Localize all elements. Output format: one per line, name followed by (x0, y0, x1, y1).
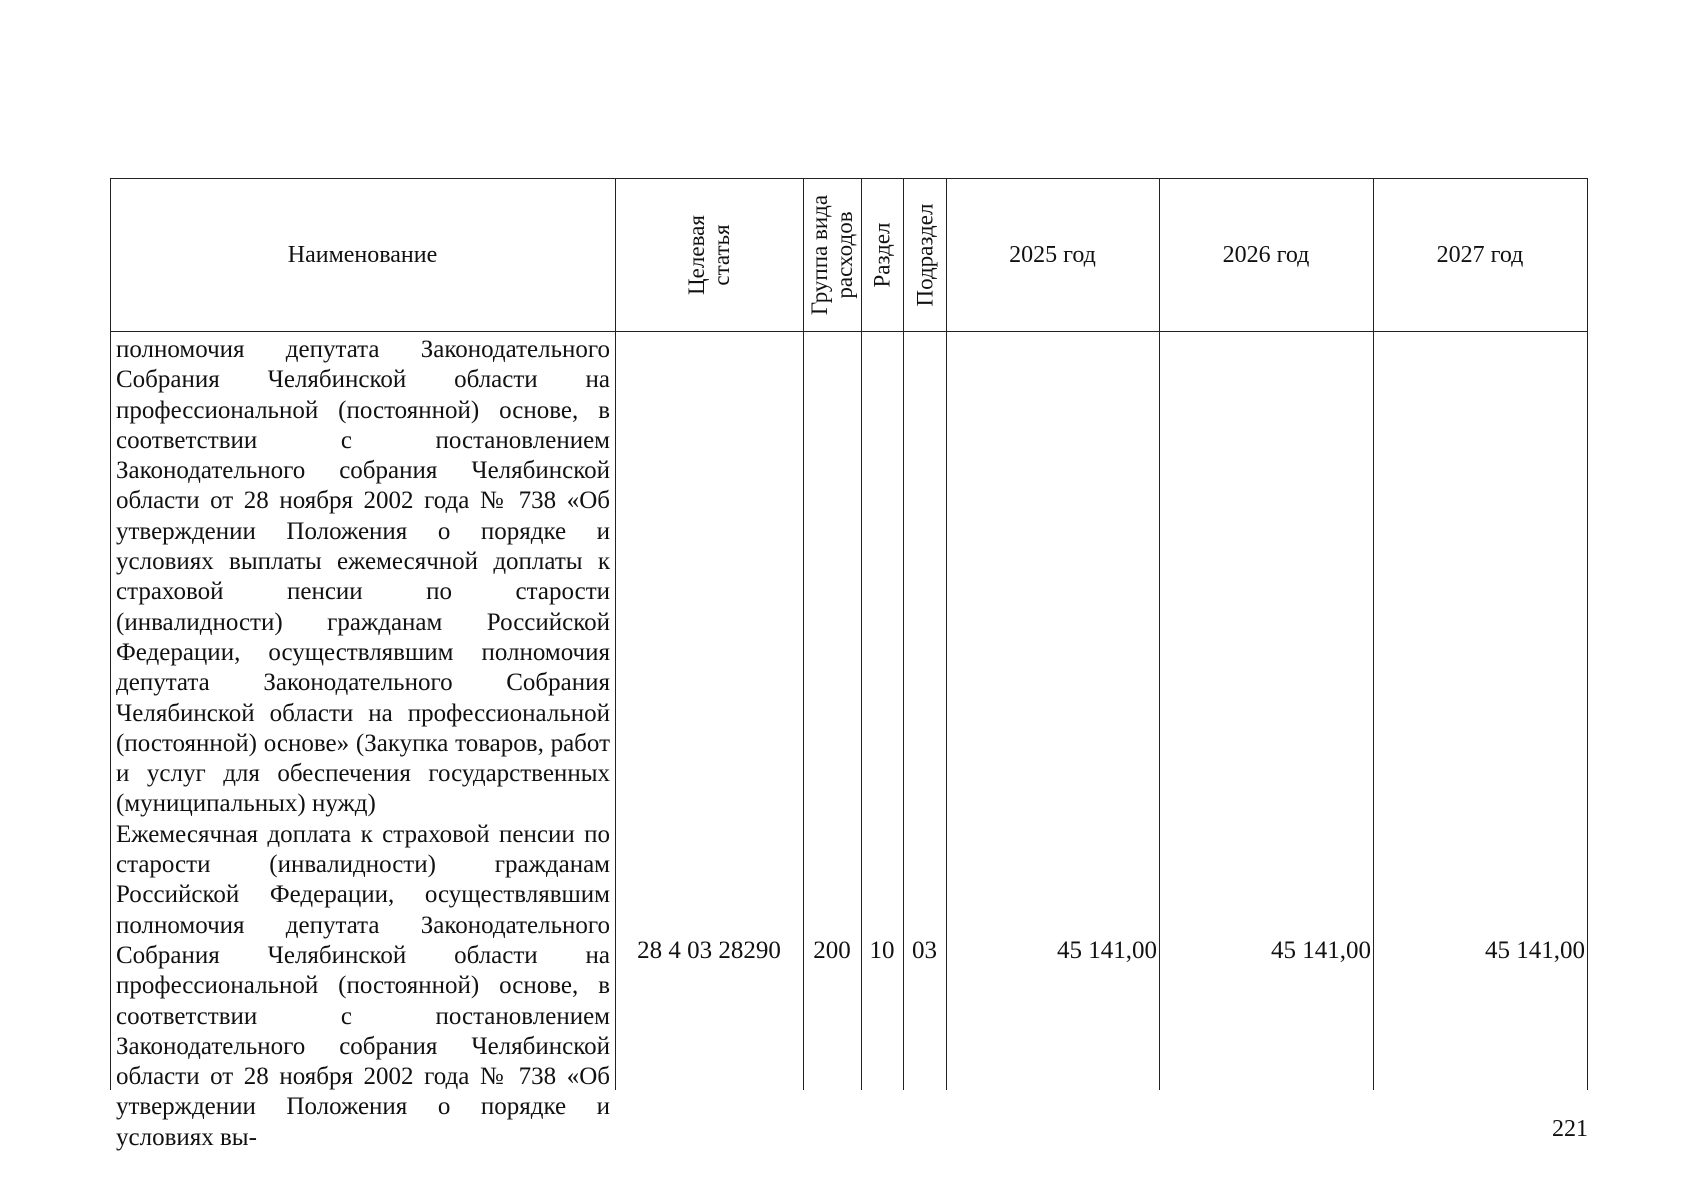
header-section (861, 178, 903, 331)
row-description-part2: Ежемесячная доплата к страховой пенсии по старости (инвалидности) гражданам Российской Федерации, осуществлявшим полномочия депутата Законодательного Собрания Челябинской области на профессиональной (постоянной) основе, в соответствии с постановлением Законодательного собрания Челябинской области от 28 ноября 2002 года № 738 «Об утверждении Положения о порядке и условиях вы- (116, 820, 610, 1151)
header-name (110, 178, 615, 331)
row-expense-group: 200 (813, 937, 851, 964)
row-section: 10 (869, 937, 895, 964)
header-year-2027 (1373, 178, 1587, 331)
header-year-2025-label: 2025 год (1009, 241, 1096, 268)
row-amount-2027: 45 141,00 (1485, 937, 1585, 964)
header-year-2026 (1159, 178, 1373, 331)
header-year-2026-label: 2026 год (1222, 241, 1310, 268)
header-group-line1: Группа вида (807, 194, 832, 315)
header-target-line1: Целевая (684, 214, 709, 295)
header-year-2027-label: 2027 год (1436, 241, 1524, 268)
header-target-line2: статья (709, 223, 734, 286)
row-target-article: 28 4 03 28290 (637, 937, 781, 964)
row-description (116, 335, 610, 1151)
header-section-label: Раздел (869, 221, 895, 288)
header-subsection (903, 178, 946, 331)
header-year-2025 (946, 178, 1159, 331)
header-bottom-border (110, 331, 1588, 332)
row-description-part1: полномочия депутата Законодательного Собрания Челябинской области на профессиональной (постоянной) основе, в соответствии с постановлением Законодательного собрания Челябинской области от 28 ноября 2002 года № 738 «Об утверждении Положения о порядке и условиях выплаты ежемесячной доплаты к страховой пенсии по старости (инвалидности) гражданам Российской Федерации, осуществлявшим полномочия депутата Законодательного Собрания Челябинской области на профессиональной (постоянной) основе» (Закупка товаров, работ и услуг для обеспечения государственных (муниципальных) нужд) (116, 336, 610, 818)
header-target-article (615, 178, 803, 331)
header-group-line2: расходов (832, 210, 857, 299)
grid-line (1587, 178, 1588, 1090)
row-subsection: 03 (912, 937, 937, 964)
page-number: 221 (1552, 1116, 1588, 1142)
row-amount-2025: 45 141,00 (1057, 937, 1157, 964)
header-expense-group (803, 178, 861, 331)
header-name-label: Наименование (287, 241, 438, 268)
row-amount-2026: 45 141,00 (1271, 937, 1371, 964)
header-subsection-label: Подраздел (912, 203, 937, 306)
